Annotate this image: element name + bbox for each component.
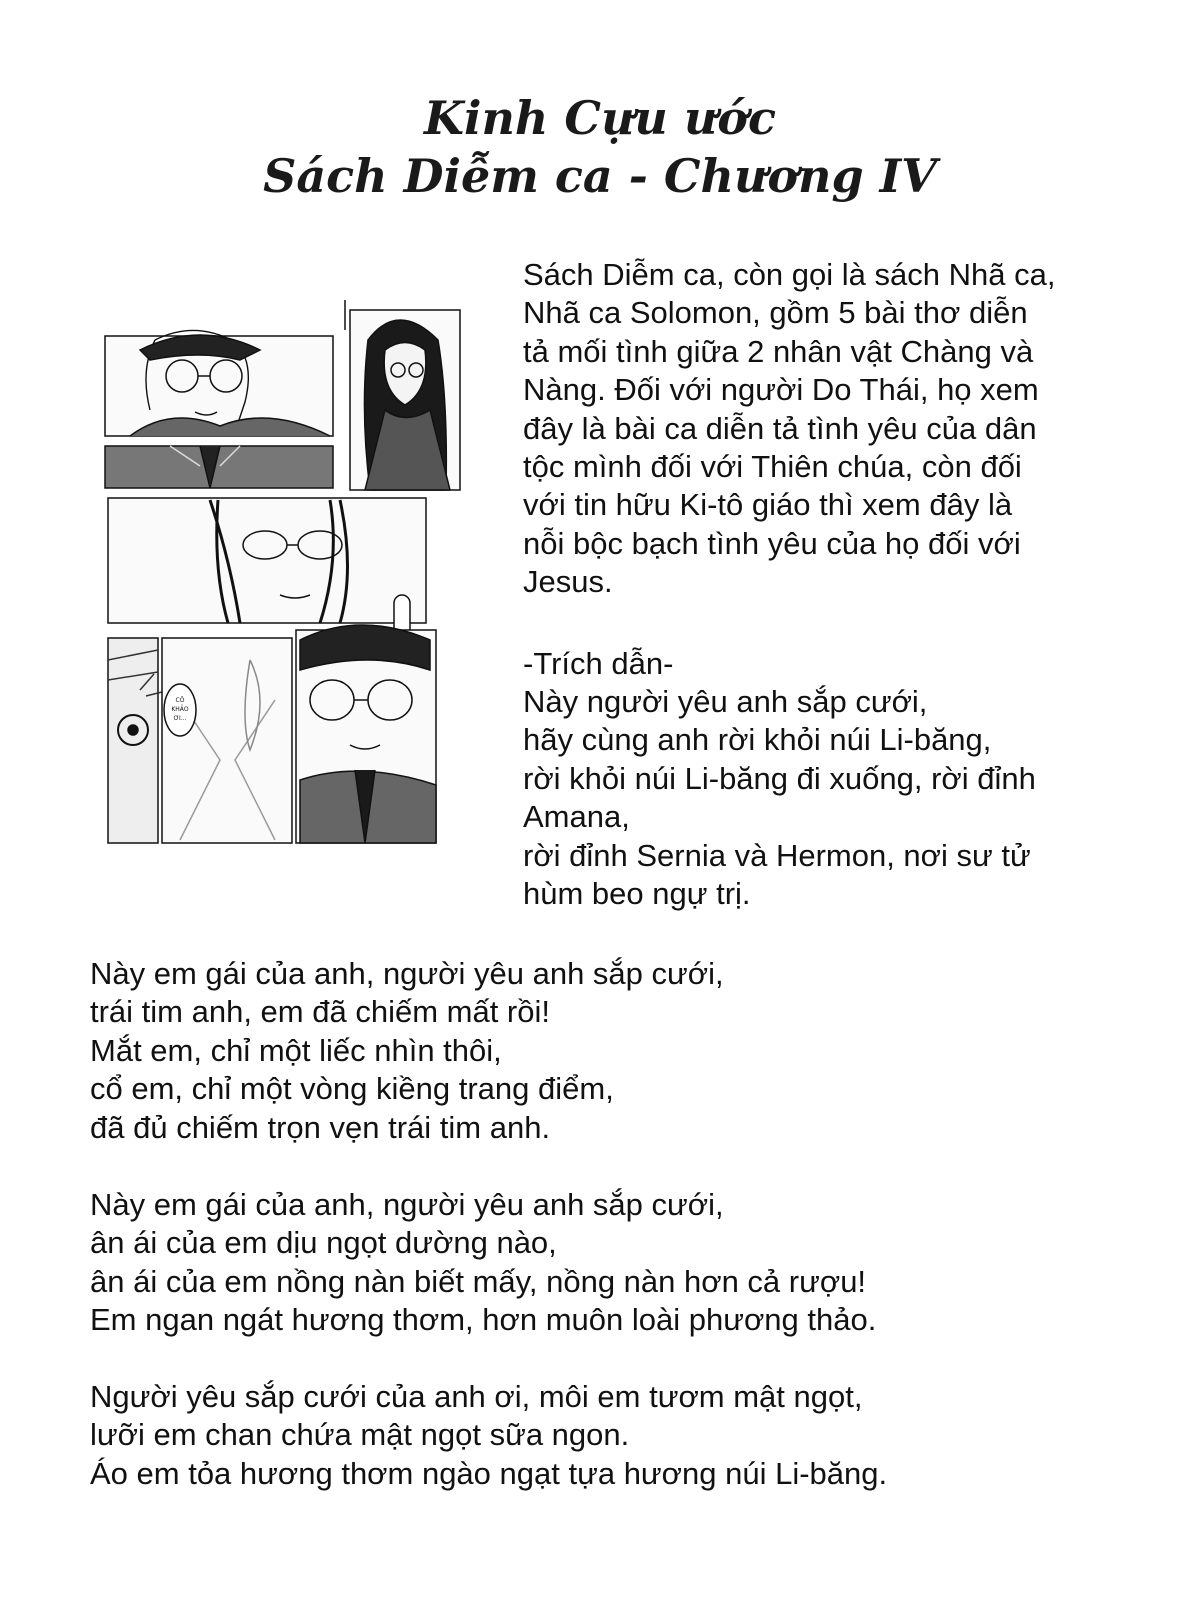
excerpt-line: hãy cùng anh rời khỏi núi Li-băng, (523, 722, 992, 758)
excerpt-line: Amana, (523, 799, 630, 835)
excerpt-line: rời đỉnh Sernia và Hermon, nơi sư tử (523, 837, 1031, 873)
speech-bubble-text-2: KHẢO (171, 706, 189, 713)
intro-line: nỗi bộc bạch tình yêu của họ đối với (523, 525, 1021, 561)
speech-bubble-text-1: CÔ (175, 697, 185, 704)
speech-bubble-text-3: ƠI... (173, 715, 187, 722)
verse-line: Áo em tỏa hương thơm ngào ngạt tựa hương núi Li-băng. (90, 1455, 888, 1491)
verse-line: lưỡi em chan chứa mật ngọt sữa ngon. (90, 1417, 630, 1453)
panel-corridor (162, 638, 292, 843)
intro-line: Nhã ca Solomon, gồm 5 bài thơ diễn (523, 295, 1028, 331)
panel-boy-portrait (105, 330, 333, 436)
excerpt-heading: -Trích dẫn- (523, 646, 674, 681)
intro-line: tả mối tình giữa 2 nhân vật Chàng và (523, 333, 1034, 369)
verse-line: đã đủ chiếm trọn vẹn trái tim anh. (90, 1109, 551, 1145)
excerpt-line: hùm beo ngự trị. (523, 876, 751, 912)
panel-eye-closeup (108, 638, 162, 843)
page-title: Kinh Cựu ước (423, 91, 776, 145)
verse-line: ân ái của em dịu ngọt dường nào, (90, 1225, 557, 1261)
excerpt-line: rời khỏi núi Li-băng đi xuống, rời đỉnh (523, 760, 1036, 796)
intro-line: đây là bài ca diễn tả tình yêu của dân (523, 410, 1037, 446)
verse-line: trái tim anh, em đã chiếm mất rồi! (90, 994, 550, 1030)
manga-panels-illustration (100, 300, 478, 870)
verse-line: ân ái của em nồng nàn biết mấy, nồng nàn hơn cả rượu! (90, 1263, 867, 1299)
excerpt-paragraph (523, 683, 1036, 913)
panel-boy-lower (296, 625, 436, 843)
intro-line: Sách Diễm ca, còn gọi là sách Nhã ca, (523, 257, 1056, 292)
verse-line: Này em gái của anh, người yêu anh sắp cưới, (90, 1187, 724, 1222)
verse-stanza-1 (90, 955, 724, 1147)
intro-line: Nàng. Đối với người Do Thái, họ xem (523, 372, 1039, 408)
verse-stanza-2 (90, 1186, 876, 1340)
excerpt-line: Này người yêu anh sắp cưới, (523, 684, 928, 719)
verse-line: Người yêu sắp cưới của anh ơi, môi em tươm mật ngọt, (90, 1379, 863, 1414)
panel-woman-standing (345, 300, 460, 490)
panel-woman-closeup (108, 498, 426, 645)
verse-line: Em ngan ngát hương thơm, hơn muôn loài phương thảo. (90, 1302, 877, 1338)
intro-paragraph (523, 256, 1055, 602)
verse-line: cổ em, chỉ một vòng kiềng trang điểm, (90, 1071, 614, 1107)
verse-stanza-3 (90, 1378, 887, 1493)
intro-line: tộc mình đối với Thiên chúa, còn đối (523, 449, 1022, 485)
verse-line: Này em gái của anh, người yêu anh sắp cưới, (90, 956, 724, 991)
intro-line: Jesus. (523, 564, 613, 600)
page-subtitle: Sách Diễm ca - Chương IV (263, 149, 937, 203)
panel-tie (105, 446, 333, 488)
intro-line: với tin hữu Ki-tô giáo thì xem đây là (523, 487, 1013, 523)
verse-line: Mắt em, chỉ một liếc nhìn thôi, (90, 1032, 502, 1068)
